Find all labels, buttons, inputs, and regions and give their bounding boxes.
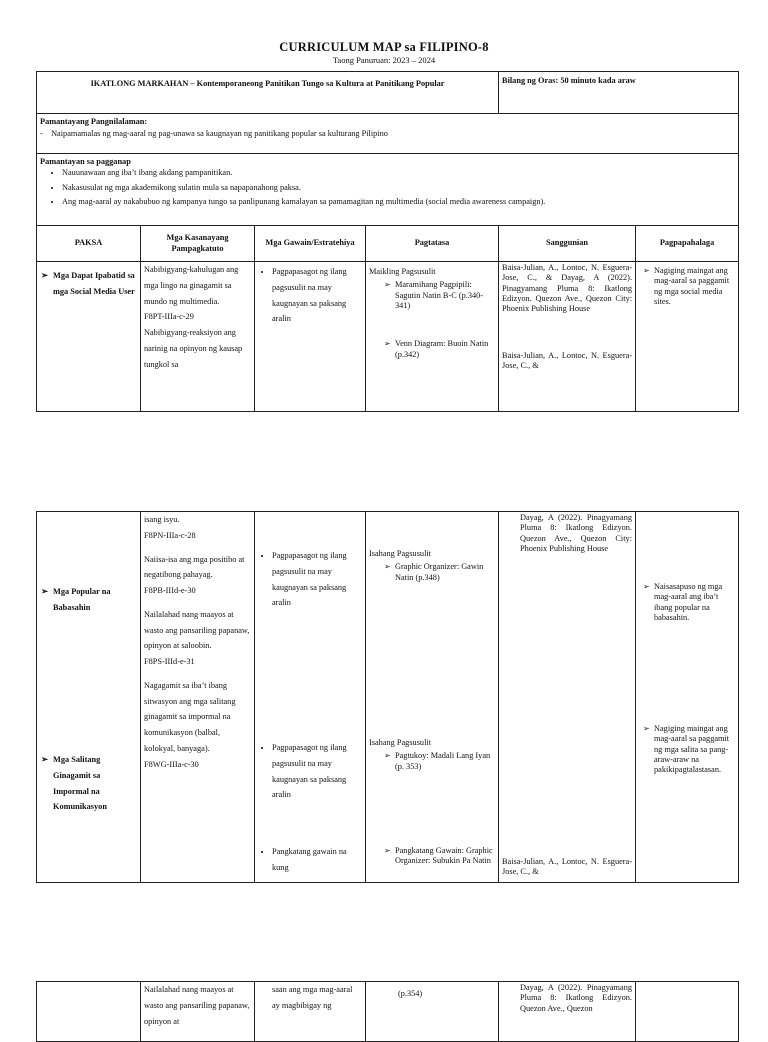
assessment-item: ➢ Pagtukoy: Madali Lang Iyan (p. 353) <box>384 751 491 771</box>
performance-standard-item: • Nakasusulat ng mga akademikong sulatin mula sa napapanahong paksa. <box>62 183 735 193</box>
assessment-item: ➢ Maramihang Pagpipili: Sagutin Natin B-C (p.340-341) <box>384 280 484 311</box>
performance-standard-item: • Nauunawaan ang iba’t ibang akdang pampanitikan. <box>62 168 735 178</box>
skill-code: F8PS-IIId-e-31 <box>144 657 195 666</box>
curriculum-table-page3 <box>36 981 739 1042</box>
value-cell <box>636 982 739 1042</box>
activity-item: • Pagpapasagot ng ilang pagsusulit na may kaugnayan sa paksang aralin <box>272 740 362 803</box>
column-header-pagtatasa: Pagtatasa <box>366 226 499 262</box>
topic-cell <box>37 262 141 412</box>
assessment-title: Maikling Pagsusulit <box>369 267 436 276</box>
performance-standard-heading: Pamantayan sa pagganap <box>40 157 131 166</box>
skills-cell <box>141 262 255 412</box>
value-item: ➢ Nagiging maingat ang mag-aaral sa paggamit ng mga salita sa pang-araw-araw na pakikipagtalastasan. <box>643 724 730 775</box>
assessment-item: ➢ Venn Diagram: Buoin Natin (p.342) <box>384 339 489 359</box>
arrow-bullet-icon: ➢ <box>643 724 650 733</box>
arrow-bullet-icon: ➢ <box>384 846 391 855</box>
assessment-title: Isahang Pagsusulit <box>369 549 431 558</box>
column-header-sanggunian: Sanggunian <box>499 226 636 262</box>
arrow-bullet-icon: ➢ <box>643 266 650 275</box>
activity-cell <box>255 982 366 1042</box>
arrow-bullet-icon: ➢ <box>384 280 391 290</box>
reference-text: Baisa-Julian, A., Lontoc, N. Esguera-Jose, C., & <box>502 857 632 877</box>
activity-cell <box>255 512 366 883</box>
column-header-gawain: Mga Gawain/Estratehiya <box>255 226 366 262</box>
value-item: ➢ Naisasapuso ng mga mag-aaral ang iba’t ibang popular na babasahin. <box>643 582 723 623</box>
arrow-bullet-icon: ➢ <box>41 271 48 280</box>
skill-text: isang isyu. <box>144 515 180 524</box>
hours-label: Bilang ng Oras: 50 minuto kada araw <box>499 72 739 114</box>
assessment-cell <box>366 982 499 1042</box>
arrow-bullet-icon: ➢ <box>41 587 48 596</box>
skill-text: Nailalahad nang maayos at wasto ang pansariling papanaw, opinyon at saloobin. <box>144 609 250 651</box>
curriculum-table-page2 <box>36 511 739 883</box>
skill-text: Naiisa-isa ang mga positibo at negatibong pahayag. <box>144 554 245 580</box>
value-cell <box>636 512 739 883</box>
reference-text: Baisa-Julian, A., Lontoc, N. Esguera-Jose, C., & <box>502 350 633 371</box>
performance-standard-list <box>40 168 735 207</box>
quarter-label: IKATLONG MARKAHAN – Kontemporaneong Panitikan Tungo sa Kultura at Panitikang Popular <box>37 72 499 114</box>
activity-item: • Pangkatang gawain na kung <box>272 844 362 876</box>
reference-cell <box>499 982 636 1042</box>
column-header-kasanayan: Mga Kasanayang Pampagkatuto <box>141 226 255 262</box>
content-standard-text: Naipamamalas ng mag-aaral ng pag-unawa sa kaugnayan ng panitikang popular sa kulturang Pilipino <box>51 129 388 139</box>
skill-code: F8PT-IIIa-c-29 <box>144 312 194 322</box>
arrow-bullet-icon: ➢ <box>643 582 650 591</box>
curriculum-table-page1: IKATLONG MARKAHAN – Kontemporaneong Panitikan Tungo sa Kultura at Panitikang Popular Bilang ng Oras: 50 minuto kada araw Pamantayang Pangnilalaman: - Naipamamalas ng mag-aaral ng pag-unawa sa kaugnayan ng panitikang popular sa kulturang Pilipino Pamantayan sa pagganap • Nauunawaan ang iba’t ibang akdang pampanitikan. • Nakasusulat ng mga akademikong sulatin mula sa napapanahong paksa. • Ang mag-aaral ay nakabubuo ng kampanya tungo sa panlipunang kamalayan sa pamamagitan ng multimedia (social media awareness campaign). PAKSA Mga Kasanayang Pampagkatuto Mga Gawain/Estratehiya Pagtatasa Sanggunian Pagpapahalaga ➢ Mga Dapat Ipabatid sa mga Social Media User Nabibigyang-kahulugan ang mga lingo na ginagamit sa mundo ng multimedia. F8PT-IIIa-c-29 Nabibigyang-reaksiyon ang narinig na opinyon ng kausap tungkol sa • Pagpapasagot ng ilang pagsusulit na may kaugnayan sa paksang aralin Maikling Pagsusulit ➢ Maramihang Pagpipili: Sagutin Natin B-C (p.340-341) ➢ Venn Diagram: Buoin Natin (p.342) Baisa-Julian, A., Lontoc, N. Esguera-Jose, C., & Dayag, A (2022). Pinagyamang Pluma 8: Ikatlong Edizyon. Quezon Ave., Quezon City: Phoenix Publishing House Baisa-Julian, A., Lontoc, N. Esguera-Jose, C., & ➢ Nagiging maingat ang mag-aaral sa paggamit ng mga social media sites. <box>36 71 739 412</box>
skill-text: Nabibigyang-reaksiyon ang narinig na opinyon ng kausap tungkol sa <box>144 328 243 369</box>
value-cell <box>636 262 739 412</box>
skill-code: F8WG-IIIa-c-30 <box>144 759 199 769</box>
column-header-paksa: PAKSA <box>37 226 141 262</box>
document-title: CURRICULUM MAP sa FILIPINO-8 <box>279 40 489 54</box>
topic-cell <box>37 512 141 883</box>
topic-entry: ➢ Mga Salitang Ginagamit sa Impormal na Komunikasyon <box>37 746 140 815</box>
assessment-item: (p.354) <box>398 989 423 998</box>
skill-text: Nailalahad nang maayos at wasto ang pansariling papanaw, opinyon at <box>144 985 250 1026</box>
arrow-bullet-icon: ➢ <box>384 751 391 761</box>
skill-text: Nabibigyang-kahulugan ang mga lingo na ginagamit sa mundo ng multimedia. <box>144 265 239 306</box>
skill-code: F8PN-IIIa-c-28 <box>144 530 196 540</box>
column-header-pagpapahalaga: Pagpapahalaga <box>636 226 739 262</box>
activity-cell <box>255 262 366 412</box>
performance-standard-item: • Ang mag-aaral ay nakabubuo ng kampanya tungo sa panlipunang kamalayan sa pamamagitan ng multimedia (social media awareness campaign). <box>62 197 735 207</box>
assessment-title: Isahang Pagsusulit <box>369 738 431 747</box>
arrow-bullet-icon: ➢ <box>384 562 391 572</box>
skill-code: F8PB-IIId-e-30 <box>144 586 196 595</box>
reference-cell <box>499 262 636 412</box>
activity-item: saan ang mga mag-aaral ay magbibigay ng <box>272 985 353 1010</box>
content-standard-heading: Pamantayang Pangnilalaman: <box>40 117 148 126</box>
activity-item: • Pagpapasagot ng ilang pagsusulit na may kaugnayan sa paksang aralin <box>272 548 362 611</box>
assessment-cell <box>366 262 499 412</box>
topic-title: Mga Dapat Ipabatid sa mga Social Media User <box>53 271 135 296</box>
reference-text: Dayag, A (2022). Pinagyamang Pluma 8: Ikatlong Edizyon. Quezon Ave., Quezon <box>520 983 632 1013</box>
value-item: ➢ Nagiging maingat ang mag-aaral sa paggamit ng mga social media sites. <box>643 266 730 307</box>
skills-cell <box>141 982 255 1042</box>
assessment-cell <box>366 512 499 883</box>
assessment-item: ➢ Pangkatang Gawain: Graphic Organizer: Subukin Pa Natin <box>384 846 493 866</box>
skills-cell <box>141 512 255 883</box>
assessment-item: ➢ Graphic Organizer: Gawin Natin (p.348) <box>384 562 484 582</box>
topic-entry: ➢ Mga Popular na Babasahin <box>37 578 140 616</box>
reference-cell <box>499 512 636 883</box>
arrow-bullet-icon: ➢ <box>41 755 48 764</box>
reference-text: Dayag, A (2022). Pinagyamang Pluma 8: Ikatlong Edizyon. Quezon Ave., Quezon City: Phoenix Publishing House <box>520 513 632 554</box>
reference-text: Baisa-Julian, A., Lontoc, N. Esguera-Jose, C., & Dayag, A (2022). Pinagyamang Pluma 8: Ikatlong Edizyon. Quezon Ave., Quezon City: Phoenix Publishing House <box>502 263 633 314</box>
skill-text: Nagagamit sa iba’t ibang sitwasyon ang mga salitang ginagamit sa impormal na komunikasyon (balbal, kolokyal, banyaga). <box>144 680 236 753</box>
school-year: Taong Panuruan: 2023 – 2024 <box>332 55 436 65</box>
arrow-bullet-icon: ➢ <box>384 339 391 349</box>
topic-cell <box>37 982 141 1042</box>
activity-item: • Pagpapasagot ng ilang pagsusulit na may kaugnayan sa paksang aralin <box>272 264 362 327</box>
